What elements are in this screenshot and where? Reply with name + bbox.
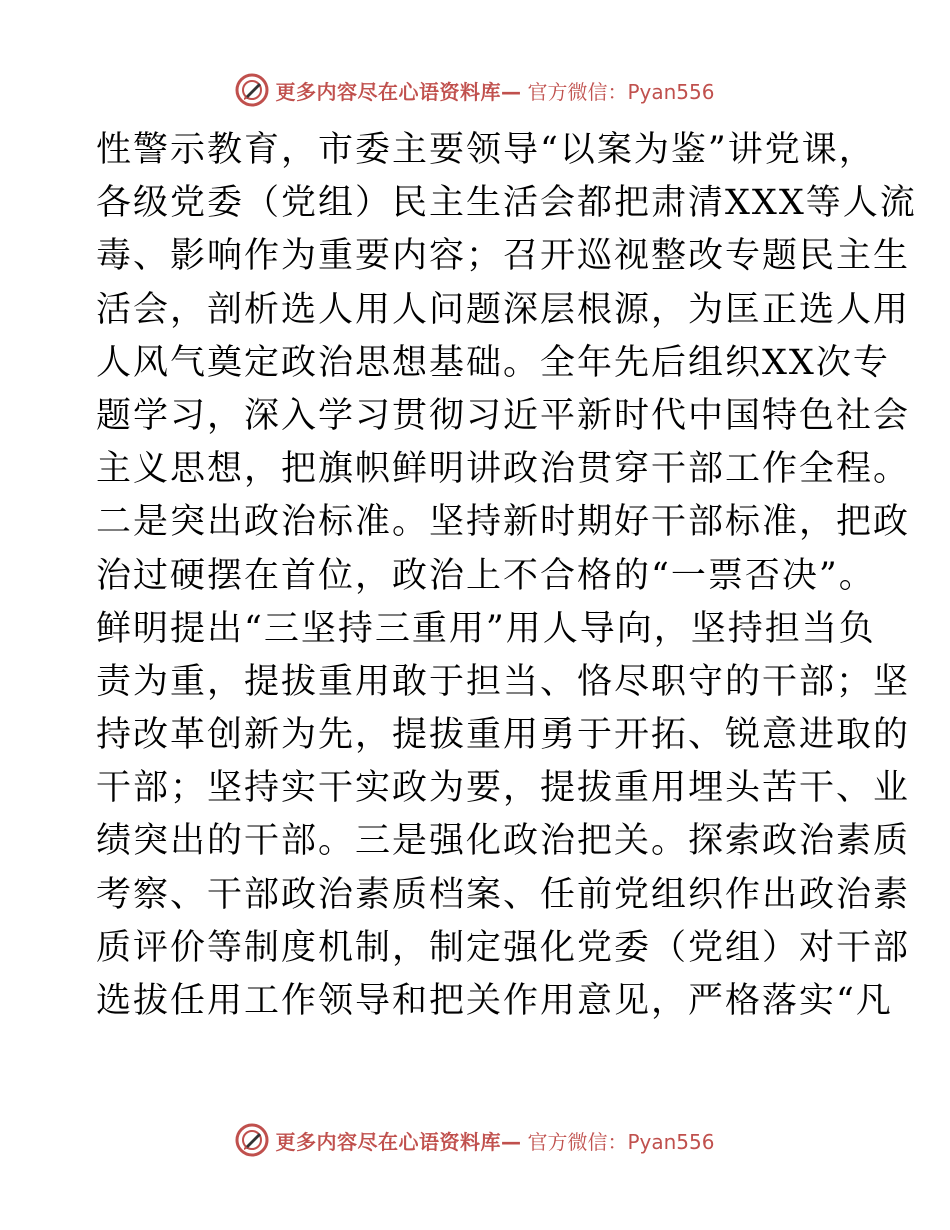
body-line: 选拔任用工作领导和把关作用意见，严格落实“凡	[96, 981, 893, 1021]
header-banner-wechat: 官方微信：Pyan556	[527, 79, 715, 104]
body-line: 活会，剖析选人用人问题深层根源，为匡正选人用	[96, 289, 911, 330]
document-body	[96, 124, 917, 1028]
body-line: 人风气奠定政治思想基础。全年先后组织XX次专	[96, 342, 890, 383]
body-line: 性警示教育，市委主要领导“以案为鉴”讲党课，	[96, 130, 876, 170]
body-line: 毒、影响作为重要内容；召开巡视整改专题民主生	[96, 236, 911, 277]
header-banner	[0, 70, 950, 110]
body-line: 鲜明提出“三坚持三重用”用人导向，坚持担当负	[96, 608, 876, 649]
body-line: 质评价等制度机制，制定强化党委（党组）对干部	[96, 927, 911, 968]
body-line: 绩突出的干部。三是强化政治把关。探索政治素质	[96, 821, 911, 862]
body-line: 二是突出政治标准。坚持新时期好干部标准，把政	[96, 502, 911, 543]
header-banner-text: 更多内容尽在心语资料库—	[275, 79, 522, 104]
body-line: 治过硬摆在首位，政治上不合格的“一票否决”。	[96, 555, 876, 596]
body-line: 责为重，提拔重用敢于担当、恪尽职守的干部；坚	[96, 661, 911, 702]
body-line: 干部；坚持实干实政为要，提拔重用埋头苦干、业	[96, 768, 911, 809]
header-banner-inner	[235, 73, 714, 107]
body-line: 考察、干部政治素质档案、任前党组织作出政治素	[96, 874, 911, 915]
pen-logo-icon	[235, 73, 269, 107]
body-line: 各级党委（党组）民主生活会都把肃清XXX等人流	[96, 183, 917, 224]
footer-banner-text: 更多内容尽在心语资料库—	[275, 1129, 522, 1154]
footer-banner	[0, 1120, 950, 1160]
footer-banner-wechat: 官方微信：Pyan556	[527, 1129, 715, 1154]
pen-logo-icon	[235, 1123, 269, 1157]
body-line: 主义思想，把旗帜鲜明讲政治贯穿干部工作全程。	[96, 449, 911, 490]
body-line: 题学习，深入学习贯彻习近平新时代中国特色社会	[96, 395, 911, 436]
footer-banner-inner	[235, 1123, 714, 1157]
body-line: 持改革创新为先，提拔重用勇于开拓、锐意进取的	[96, 715, 911, 756]
